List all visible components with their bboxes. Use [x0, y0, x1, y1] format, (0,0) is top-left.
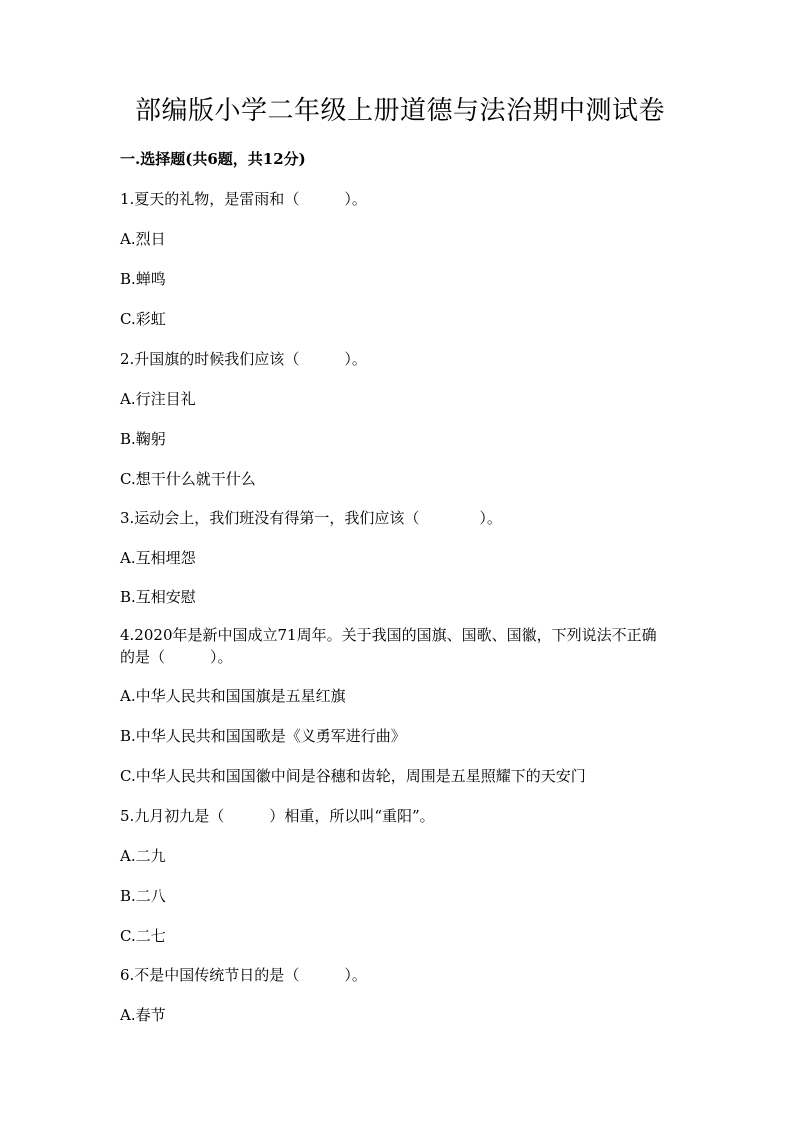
- question-stem-6: 6.不是中国传统节日的是（ ）。: [120, 966, 367, 984]
- option-4c: C.中华人民共和国国徽中间是谷穗和齿轮，周围是五星照耀下的天安门: [120, 767, 586, 785]
- page-title: 部编版小学二年级上册道德与法治期中测试卷: [134, 96, 665, 126]
- option-3b: B.互相安慰: [120, 588, 196, 606]
- option-5c: C.二七: [120, 927, 166, 945]
- option-3a: A.互相埋怨: [120, 549, 196, 567]
- option-6a: A.春节: [120, 1006, 166, 1024]
- question-stem-1: 1.夏天的礼物，是雷雨和（ ）。: [120, 190, 367, 208]
- option-2b: B.鞠躬: [120, 430, 166, 448]
- option-5b: B.二八: [120, 887, 166, 905]
- section-heading: 一.选择题(共6题，共12分): [120, 150, 306, 168]
- option-4a: A.中华人民共和国国旗是五星红旗: [120, 687, 346, 705]
- question-stem-3: 3.运动会上，我们班没有得第一，我们应该（ ）。: [120, 509, 502, 527]
- option-4b: B.中华人民共和国国歌是《义勇军进行曲》: [120, 727, 406, 745]
- option-1b: B.蝉鸣: [120, 270, 166, 288]
- option-1a: A.烈日: [120, 230, 166, 248]
- question-stem-5: 5.九月初九是（ ）相重，所以叫“重阳”。: [120, 807, 435, 825]
- question-stem-2: 2.升国旗的时候我们应该（ ）。: [120, 350, 367, 368]
- option-1c: C.彩虹: [120, 310, 166, 328]
- option-5a: A.二九: [120, 847, 166, 865]
- option-2a: A.行注目礼: [120, 390, 196, 408]
- option-2c: C.想干什么就干什么: [120, 470, 256, 488]
- question-stem-4: 4.2020年是新中国成立71周年。关于我国的国旗、国歌、国徽，下列说法不正确的是（ ）。: [120, 626, 657, 666]
